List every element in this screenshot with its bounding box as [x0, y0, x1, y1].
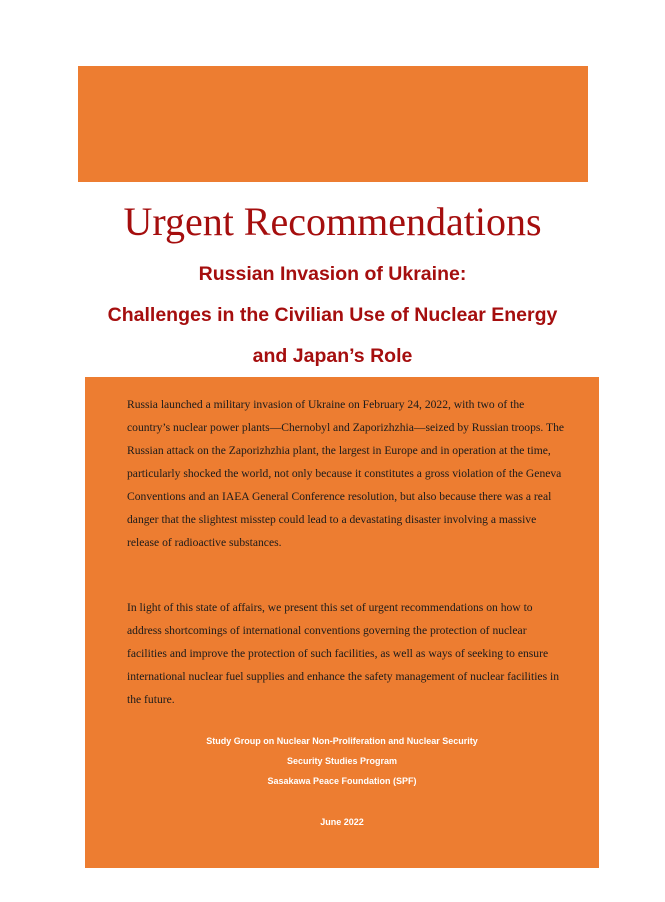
subtitle-line-3: and Japan’s Role — [252, 345, 413, 367]
publication-date: June 2022 — [320, 817, 364, 827]
summary-paragraph-1: Russia launched a military invasion of Ukraine on February 24, 2022, with two of the country’s nuclear power plants—Chernobyl and Zaporizhzhia—seized by Russian troops. The Russian attack on the Zaporizhzhia plant, the largest in Europe and in operation at the time, particularly shocked the world, not only because it constitutes a gross violation of the Geneva Conventions and an IAEA General Conference resolution, but also because there was a real danger that the slightest misstep could lead to a devastating disaster involving a massive release of radioactive substances. — [127, 398, 565, 549]
credit-foundation: Sasakawa Peace Foundation (SPF) — [267, 776, 417, 786]
credit-program: Security Studies Program — [286, 756, 398, 766]
top-banner — [78, 66, 588, 182]
credit-study-group: Study Group on Nuclear Non-Proliferation and Nuclear Security — [206, 736, 478, 746]
document-title: Urgent Recommendations — [123, 199, 542, 244]
subtitle-line-1: Russian Invasion of Ukraine: — [198, 263, 467, 285]
summary-paragraph-2: In light of this state of affairs, we present this set of urgent recommendations on how to address shortcomings of international conventions governing the protection of nuclear facilities and improve the protection of such facilities, as well as ways of seeking to ensure international nuclear fuel supplies and enhance the safety management of nuclear facilities in the future. — [127, 601, 560, 706]
subtitle-line-2: Challenges in the Civilian Use of Nuclear Energy — [107, 304, 558, 326]
summary-box — [85, 377, 599, 868]
